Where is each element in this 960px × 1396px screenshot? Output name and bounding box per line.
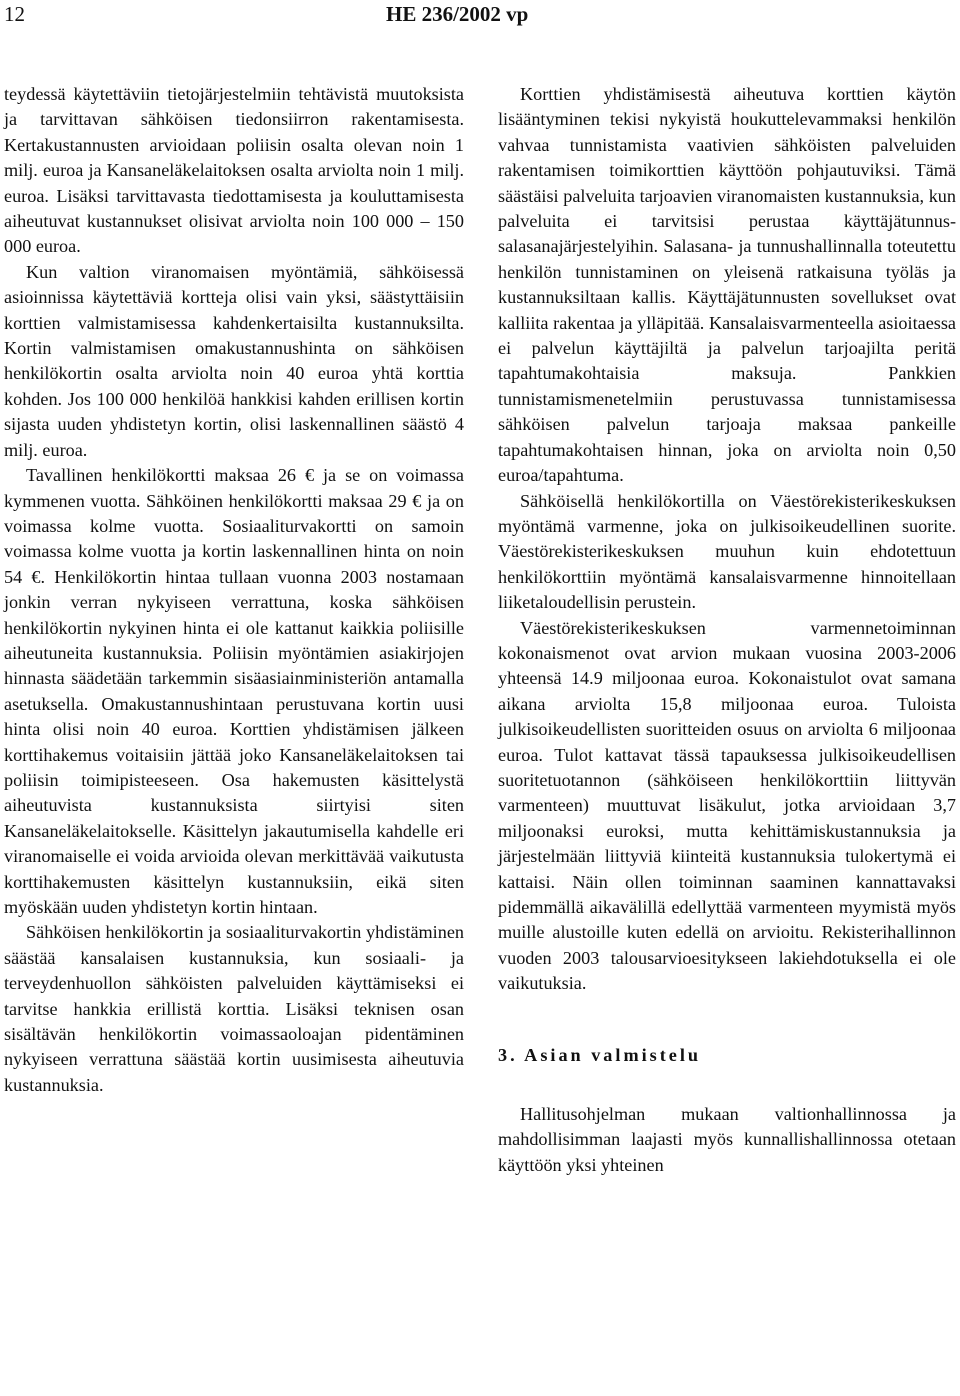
paragraph: Kun valtion viranomaisen myöntämiä, sähköisessä asioinnissa käytettäviä kortteja olisi vain yksi, säästyttäisiin korttien valmistamisessa kahdenkertaisilta kustannuksilta. Kortin valmistamisen omakustannushinta on sähköisen henkilökortin osalta arviolta noin 40 euroa yhtä korttia kohden. Jos 100 000 henkilöä hankkisi kahden erillisen kortin sijasta uuden yhdistetyn kortin, olisi laskennallinen säästö 4 milj. euroa. — [4, 261, 464, 460]
page-number: 12 — [4, 2, 25, 26]
left-column — [4, 82, 464, 1098]
section-heading: 3. Asian valmistelu — [498, 1044, 702, 1065]
paragraph: Sähköisellä henkilökortilla on Väestörekisterikeskuksen myöntämä varmenne, joka on julkisoikeudellinen suorite. Väestörekisterikeskuksen muuhun kuin ehdotettuun henkilökorttiin myöntämä kansalaisvarmenne hinnoitellaan liiketaloudellisin perustein. — [498, 490, 956, 613]
paragraph: Tavallinen henkilökortti maksaa 26 € ja se on voimassa kymmenen vuotta. Sähköinen henkilökortti maksaa 29 € ja on voimassa kolme vuotta. Sosiaaliturvakortti on samoin voimassa kolme vuotta ja kortin laskennallinen hinta on noin 54 €. Henkilökortin hintaa tullaan vuonna 2003 nostamaan jonkin verran nykyiseen verrattuna, koska sähköisen henkilökortin nykyinen hinta ei ole kattanut kaikkia poliisille aiheutuneita kustannuksia. Poliisin myöntämien asiakirjojen hinnasta säädetään tarkemmin sisäasiainministeriön antamalla asetuksella. Omakustannushintaan perustuvana kortin uusi hinta olisi noin 40 euroa. Korttien yhdistämisen jälkeen korttihakemus voitaisiin jättää joko Kansaneläkelaitoksen tai poliisin toimipisteeseen. Osa hakemusten käsittelystä aiheutuvista kustannuksista siirtyisi siten Kansaneläkelaitokselle. Käsittelyn jakautumisella kahdelle eri viranomaiselle ei voida arvioida olevan merkittävää vaikutusta korttihakemusten käsittelyn kustannuksiin, eikä siten myöskään uuden yhdistetyn kortin hintaan. — [4, 465, 464, 917]
paragraph: Hallitusohjelman mukaan valtionhallinnossa ja mahdollisimman laajasti myös kunnallishallinnossa otetaan käyttöön yksi yhteinen — [498, 1104, 956, 1175]
paragraph: teydessä käytettäviin tietojärjestelmiin tehtävistä muutoksista ja tarvittavan sähköisen tiedonsiirron rakentamisesta. Kertakustannusten arvioidaan poliisin osalta olevan noin 1 milj. euroa ja Kansaneläkelaitoksen osalta arviolta noin 1 milj. euroa. Lisäksi tarvittavasta tiedottamisesta ja kouluttamisesta aiheutuvat kustannukset olisivat arviolta noin 100 000 – 150 000 euroa. — [4, 84, 464, 257]
right-column — [498, 82, 956, 1178]
paragraph: Väestörekisterikeskuksen varmennetoiminnan kokonaismenot ovat arvion mukaan vuosina 2003-2006 yhteensä 14.9 miljoonaa euroa. Kokonaistulot ovat samana aikana arviolta 15,8 miljoonaa euroa. Tuloista julkisoikeudellisten suoritteiden osuus on arviolta 6 miljoonaa euroa. Tulot kattavat tässä tapauksessa julkisoikeudellisen suoritetuotannon (sähköiseen henkilökorttiin liittyvän varmenteen) muuttuvat lisäkulut, jotka arvioidaan 3,7 miljoonaksi euroksi, mutta kehittämiskustannuksia ja järjestelmään liittyviä kiinteitä kustannuksia tulokertymä ei kattaisi. Näin ollen toiminnan saaminen kannattavaksi pidemmällä aikavälillä edellyttää varmenteen myymistä myös muille alustoille kuten edellä on arvioitu. Rekisterihallinnon vuoden 2003 talousarvioesitykseen lakiehdotuksella ei ole vaikutuksia. — [498, 617, 956, 994]
paragraph: Sähköisen henkilökortin ja sosiaaliturvakortin yhdistäminen säästää kansalaisen kustannuksia, kun sosiaali- ja terveydenhuollon sähköisten palveluiden käyttämiseksi ei tarvitse hankkia erillistä korttia. Lisäksi teknisen osan sisältävän henkilökortin voimassaoloajan pidentäminen nykyiseen verrattuna säästää kortin uusimisesta aiheutuvia kustannuksia. — [4, 922, 464, 1095]
document-id: HE 236/2002 vp — [386, 2, 529, 26]
paragraph: Korttien yhdistämisestä aiheutuva korttien käytön lisääntyminen tekisi nykyistä houkuttelevammaksi henkilön vahvaa tunnistamista vaativien sähköisten palveluiden rakentamisen toimikorttien käyttöön pohjautuviksi. Tämä säästäisi palveluita tarjoavien viranomaisten kustannuksia, kun palveluita ei tarvitsisi perustaa käyttäjätunnus-salasanajärjestelyihin. Salasana- ja tunnushallinnalla toteutettu henkilön tunnistaminen on yleisenä ratkaisuna työläs ja kustannuksiltaan kallis. Käyttäjätunnusten sovellukset ovat kalliita rakentaa ja ylläpitää. Kansalaisvarmenteella asioitaessa ei palvelun käyttäjiltä ja palvelun tarjoajilta peritä tapahtumakohtaisia maksuja. Pankkien tunnistamismenetelmiin perustuvassa tunnistamisessa sähköisen palvelun tarjoaja maksaa pankeille tapahtumakohtaisen hinnan, joka on arviolta noin 0,50 euroa/tapahtuma. — [498, 84, 956, 486]
